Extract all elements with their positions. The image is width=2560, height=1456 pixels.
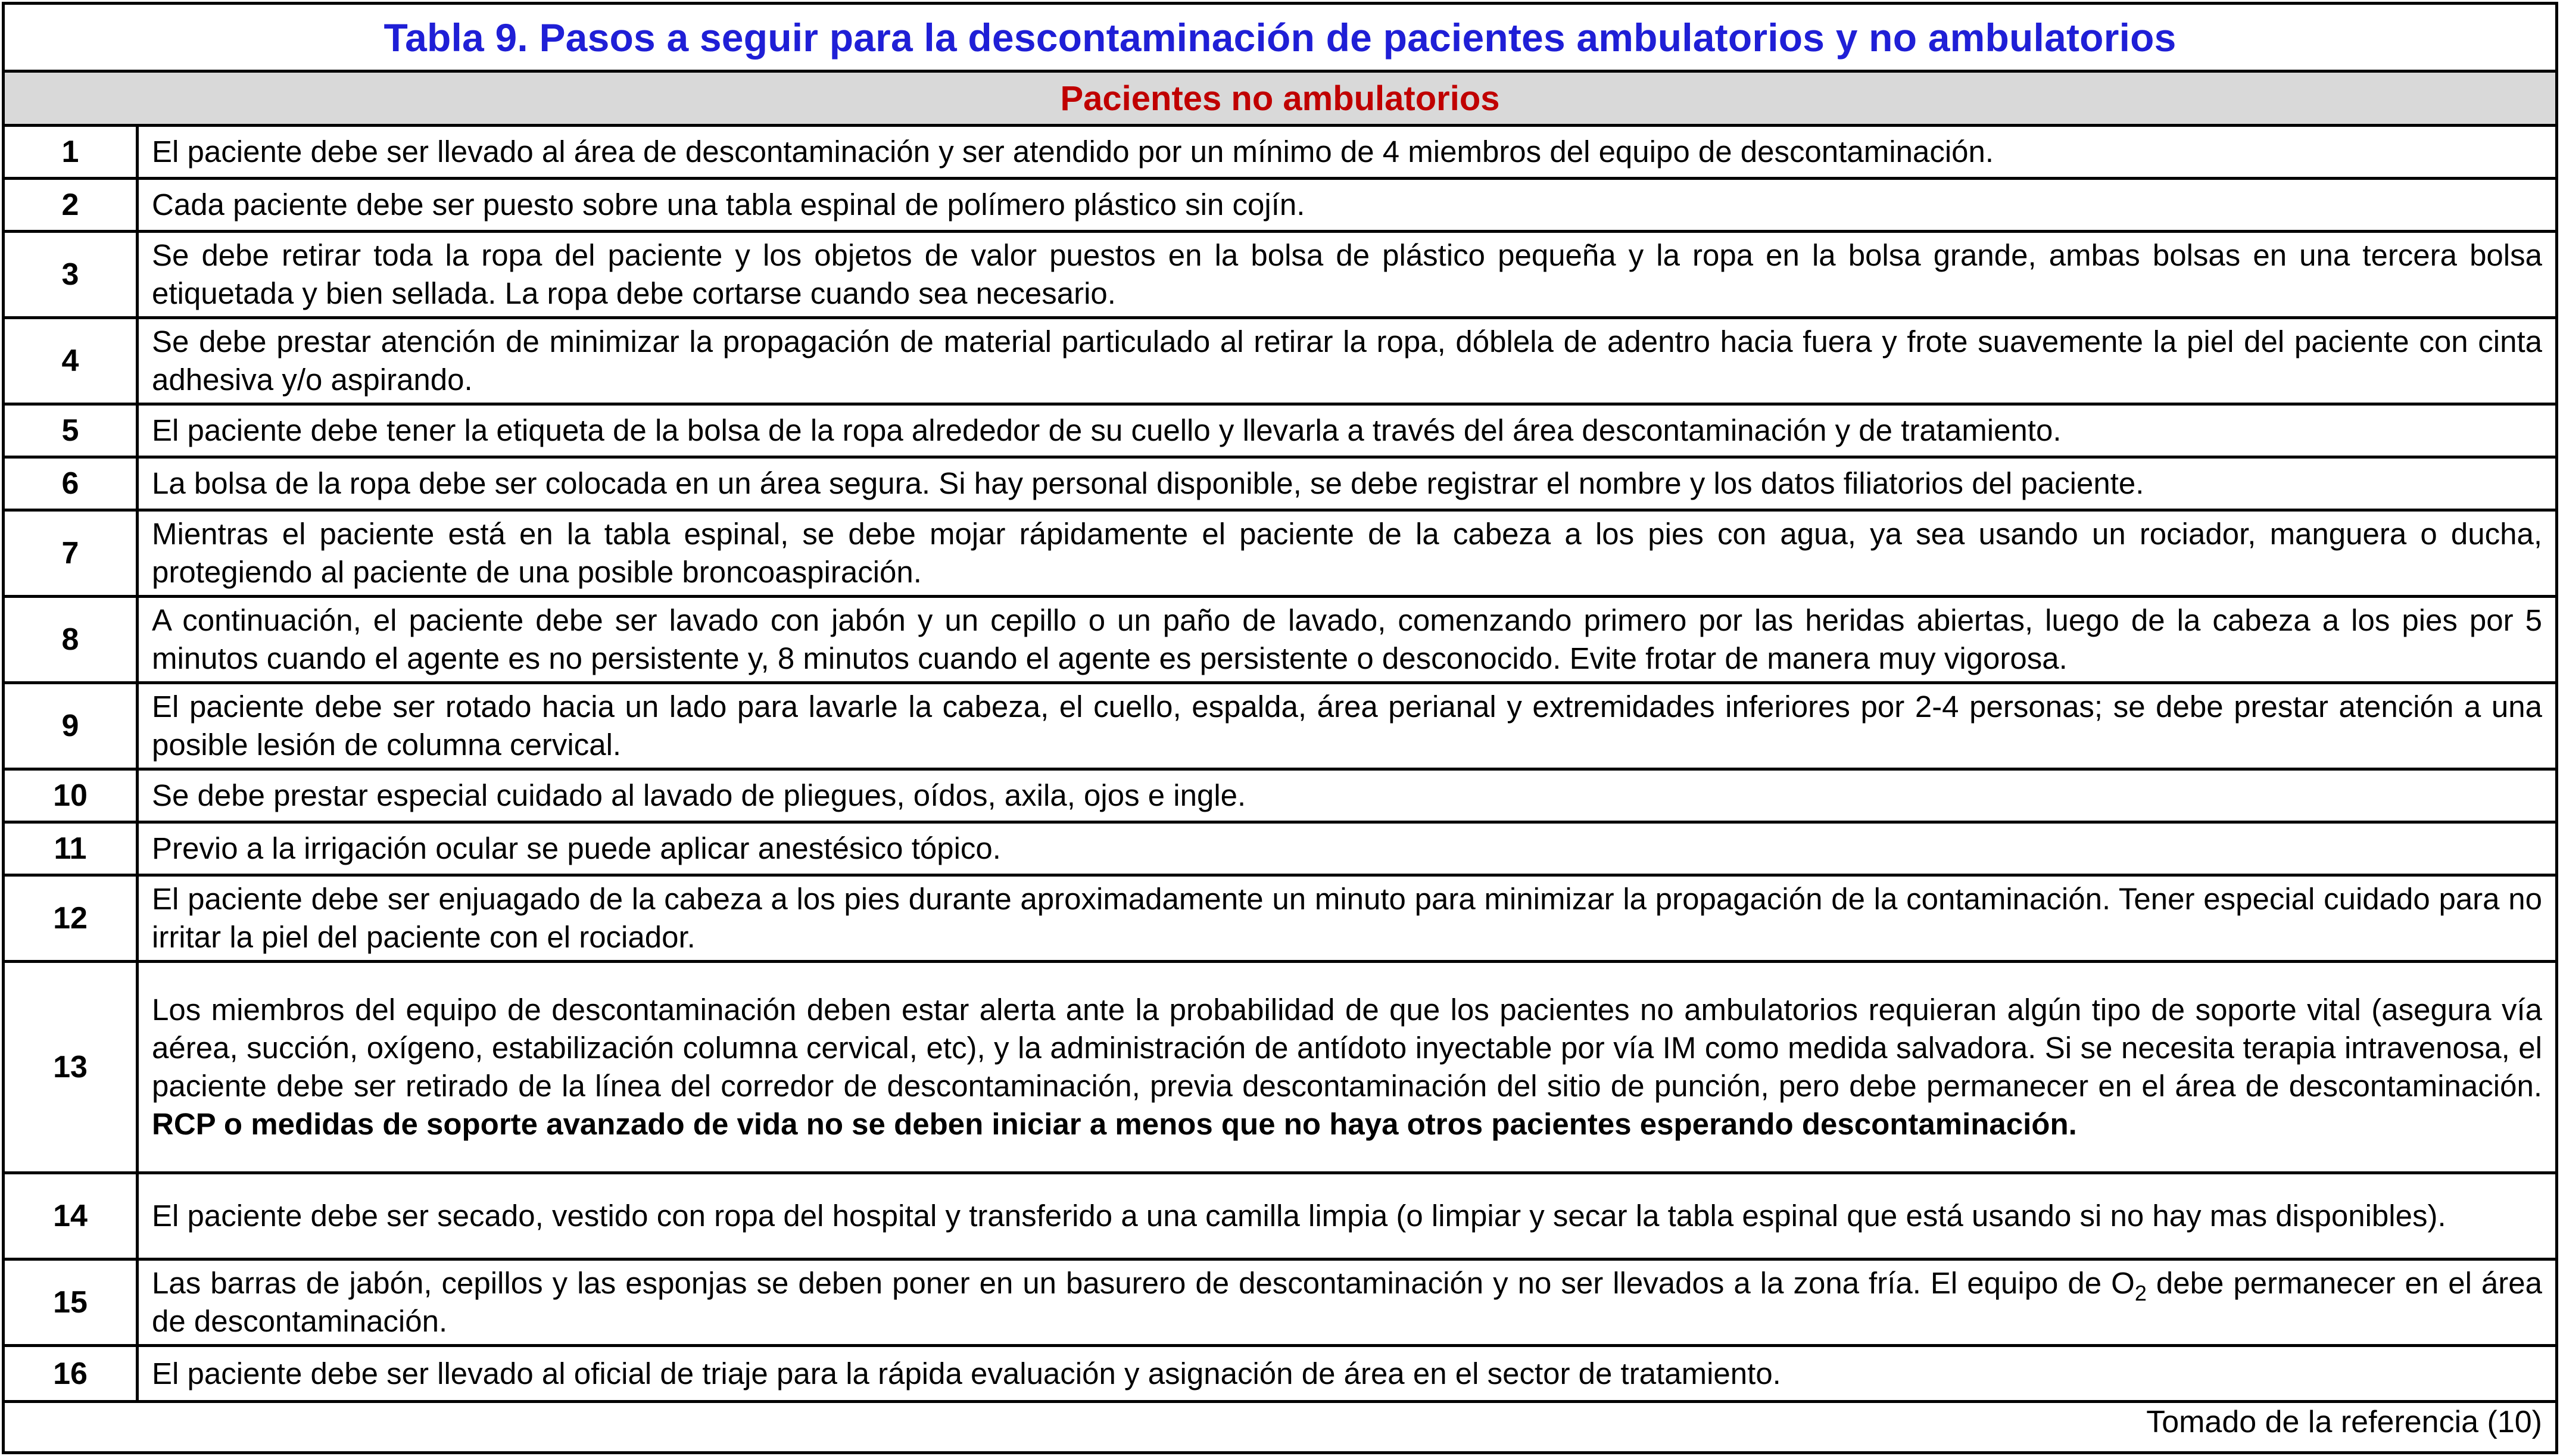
step-row bbox=[5, 1174, 2555, 1261]
step-row bbox=[5, 512, 2555, 598]
step-row bbox=[5, 180, 2555, 233]
subscript-2: 2 bbox=[2134, 1281, 2147, 1305]
step-row bbox=[5, 824, 2555, 877]
step-number: 13 bbox=[5, 963, 139, 1171]
step-description: Mientras el paciente está en la tabla espinal, se debe mojar rápidamente el paciente de la cabeza a los pies con agua, ya sea usando un rociador, manguera o ducha, protegiendo al paciente de una posible broncoaspiración. bbox=[152, 517, 2542, 589]
step-description: La bolsa de la ropa debe ser colocada en un área segura. Si hay personal disponible, se debe registrar el nombre y los datos filiatorios del paciente. bbox=[152, 466, 2144, 500]
step-description: Se debe retirar toda la ropa del paciente y los objetos de valor puestos en la bolsa de plástico pequeña y la ropa en la bolsa grande, ambas bolsas en una tercera bolsa etiquetada y bien sellada. La ropa debe cortarse cuando sea necesario. bbox=[152, 238, 2542, 310]
step-number: 5 bbox=[5, 406, 139, 456]
step-number: 2 bbox=[5, 180, 139, 230]
step-row bbox=[5, 406, 2555, 459]
step-row bbox=[5, 877, 2555, 963]
step-description: El paciente debe ser secado, vestido con ropa del hospital y transferido a una camilla limpia (o limpiar y secar la tabla espinal que está usando si no hay mas disponibles). bbox=[152, 1199, 2446, 1233]
source-footnote bbox=[5, 1403, 2555, 1441]
section-label: Pacientes no ambulatorios bbox=[1060, 79, 1500, 118]
step-number: 15 bbox=[5, 1261, 139, 1344]
step-number: 14 bbox=[5, 1174, 139, 1258]
source-text: Tomado de la referencia (10) bbox=[2146, 1405, 2542, 1439]
title-row bbox=[5, 5, 2555, 73]
section-header bbox=[5, 73, 2555, 127]
step-description: Se debe prestar atención de minimizar la propagación de material particulado al retirar la ropa, dóblela de adentro hacia fuera y frote suavemente la piel del paciente con cinta adhesiva y/o aspirando. bbox=[152, 325, 2542, 397]
step-description: El paciente debe ser enjuagado de la cabeza a los pies durante aproximadamente un minuto para minimizar la propagación de la contaminación. Tener especial cuidado para no irritar la piel del paciente con el rociador. bbox=[152, 882, 2542, 954]
step-number: 11 bbox=[5, 824, 139, 874]
step-description: El paciente debe ser llevado al área de descontaminación y ser atendido por un mínimo de 4 miembros del equipo de descontaminación. bbox=[152, 135, 1994, 169]
step-description bbox=[139, 963, 2555, 1171]
step-description: Cada paciente debe ser puesto sobre una tabla espinal de polímero plástico sin cojín. bbox=[152, 188, 1305, 222]
step-row bbox=[5, 1347, 2555, 1403]
step-description: El paciente debe ser rotado hacia un lado para lavarle la cabeza, el cuello, espalda, área perianal y extremidades inferiores por 2-4 personas; se debe prestar atención a una posible lesión de columna cervical. bbox=[152, 690, 2542, 762]
step-description-text: Los miembros del equipo de descontaminación deben estar alerta ante la probabilidad de que los pacientes no ambulatorios requieran algún tipo de soporte vital (asegura vía aérea, succión, oxígeno, estabilización columna cervical, etc), y la administración de antídoto inyectable por vía IM como medida salvadora. Si se necesita terapia intravenosa, el paciente debe ser retirado de la línea del corredor de descontaminación, previa descontaminación del sitio de punción, pero debe permanecer en el área de descontaminación. bbox=[152, 993, 2542, 1103]
decontamination-table bbox=[2, 2, 2558, 1454]
step-description: Se debe prestar especial cuidado al lavado de pliegues, oídos, axila, ojos e ingle. bbox=[152, 778, 1246, 812]
step-description: El paciente debe ser llevado al oficial de triaje para la rápida evaluación y asignación de área en el sector de tratamiento. bbox=[152, 1356, 1781, 1390]
step-number: 9 bbox=[5, 684, 139, 768]
step-warning-text: RCP o medidas de soporte avanzado de vida no se deben iniciar a menos que no haya otros pacientes esperando descontaminación. bbox=[152, 1107, 2077, 1141]
step-row bbox=[5, 233, 2555, 319]
step-number: 6 bbox=[5, 459, 139, 509]
step-number: 16 bbox=[5, 1347, 139, 1400]
step-description: El paciente debe tener la etiqueta de la bolsa de la ropa alrededor de su cuello y llevarla a través del área descontaminación y de tratamiento. bbox=[152, 413, 2062, 447]
step-row bbox=[5, 963, 2555, 1174]
step-row bbox=[5, 598, 2555, 684]
step-description: Previo a la irrigación ocular se puede aplicar anestésico tópico. bbox=[152, 831, 1001, 865]
step-number: 12 bbox=[5, 877, 139, 960]
step-number: 4 bbox=[5, 319, 139, 403]
step-row bbox=[5, 1261, 2555, 1347]
step-row bbox=[5, 319, 2555, 406]
step-row bbox=[5, 684, 2555, 771]
step-description bbox=[139, 1261, 2555, 1344]
step-number: 10 bbox=[5, 771, 139, 821]
step-number: 1 bbox=[5, 127, 139, 177]
step-number: 3 bbox=[5, 233, 139, 316]
step-number: 8 bbox=[5, 598, 139, 681]
step-row bbox=[5, 127, 2555, 180]
step-description: A continuación, el paciente debe ser lavado con jabón y un cepillo o un paño de lavado, comenzando primero por las heridas abiertas, luego de la cabeza a los pies por 5 minutos cuando el agente es no persistente y, 8 minutos cuando el agente es persistente o desconocido. Evite frotar de manera muy vigorosa. bbox=[152, 603, 2542, 675]
step-text-after: debe permanecer en el área de descontaminación. bbox=[152, 1266, 2542, 1338]
step-row bbox=[5, 771, 2555, 824]
step-row bbox=[5, 459, 2555, 512]
table-title: Tabla 9. Pasos a seguir para la descontaminación de pacientes ambulatorios y no ambulatorios bbox=[383, 15, 2177, 60]
step-number: 7 bbox=[5, 512, 139, 595]
step-text-before: Las barras de jabón, cepillos y las esponjas se deben poner en un basurero de descontaminación y no ser llevados a la zona fría. El equipo de O bbox=[152, 1266, 2135, 1300]
